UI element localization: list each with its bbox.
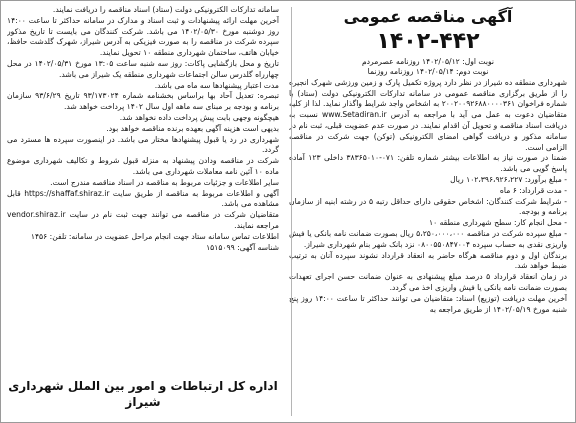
publication-date-second: نوبت دوم: ۱۴۰۲/۰۵/۱۴ روزنامه روزنما (367, 67, 489, 77)
notice-paragraph: مدت اعتبار پیشنهادها سه ماه می باشد. (154, 80, 279, 90)
notice-paragraph: آگهی و اطلاعات مربوط به مناقصه از طریق سایت https://shaffaf.shiraz.ir قابل مشاهده می باشد. (7, 188, 279, 209)
notice-paragraph: متقاضیان شرکت در مناقصه می توانند جهت ثبت نام در سایت vendor.shiraz.ir مراجعه نمایند. (7, 210, 279, 230)
notice-paragraph: سایر اطلاعات و جزئیات مربوط به مناقصه در اسناد مناقصه مندرج است. (50, 177, 279, 187)
publication-date-first: نوبت اول: ۱۴۰۲/۰۵/۱۲ روزنامه عصرمردم (361, 57, 495, 66)
notice-paragraph: - مبلغ برآورد: ۱۰۲،۳۹۶،۹۲۶،۲۲۷ ریال (450, 174, 567, 184)
notice-number: ۱۴۰۲-۴۴۲ (376, 29, 480, 54)
left-column (7, 5, 279, 418)
notice-paragraph: - شرایط شرکت کنندگان: اشخاص حقوقی دارای حداقل رتبه ۵ در رشته ابنیه از سازمان برنامه و بودجه. (289, 196, 567, 217)
notice-paragraph: تاریخ و محل بازگشایی پاکات: روز سه شنبه ساعت ۱۳:۰۵ مورخ ۱۴۰۲/۰۵/۳۱ در محل چهارراه گلدرس سالن اجتماعات شهرداری منطقه یک شیراز می باشد. (7, 58, 279, 79)
notice-paragraph: شهرداری منطقه ده شیراز در نظر دارد پروژه تکمیل پارک و زمین ورزشی شهرک انجیره را از طریق برگزاری مناقصه عمومی در سامانه تدارکات الکترونیکی دولت (ستاد) با شماره فراخوان ۲۰۰۲۰۰۹۲۶۸۸۰۰۰۰۳۶۱ به اشخاص واجد شرایط واگذار نماید. لذا از کلیه متقاضیان دعوت به عمل می آید با مراجعه به آدرس www.Setadiran.ir نسبت به دریافت اسناد مناقصه و تحویل آن اقدام نمایند. در صورت عدم عضویت قبلی، ثبت نام در سامانه مذکور و دریافت گواهی امضای الکترونیکی (توکن) جهت شرکت در مناقصه الزامی است. (289, 77, 567, 152)
notice-paragraph: بدیهی است هزینه آگهی بعهده برنده مناقصه خواهد بود. (106, 123, 279, 133)
notice-paragraph: - مدت قرارداد: ۶ ماه (499, 185, 567, 195)
notice-paragraph: آخرین مهلت دریافت (توزیع) اسناد: متقاضیان می توانند حداکثر تا ساعت ۱۴:۰۰ روز پنج شنبه مورخ ۱۴۰۲/۰۵/۱۹ از طریق مراجعه به (289, 293, 567, 314)
notice-paragraph: ضمنا در صورت نیاز به اطلاعات بیشتر شماره تلفن: ۰۷۱-۳۸۳۶۵۰۱۰ داخلی ۱۲۳ آماده پاسخ گویی می باشد. (289, 153, 567, 174)
notice-paragraph: در زمان انعقاد قرارداد ۵ درصد مبلغ پیشنهادی به عنوان ضمانت حسن اجرای تعهدات بصورت ضمانت نامه بانکی یا فیش واریزی اخذ می گردد. (289, 272, 567, 292)
notice-paragraph: شناسه آگهی: ۱۵۱۵۰۹۹ (206, 242, 279, 252)
notice-paragraph: - مبلغ سپرده شرکت در مناقصه ۵،۲۵۰،۰۰۰،۰۰۰ ریال بصورت ضمانت نامه بانکی یا فیش واریزی نقدی به حساب سپرده ۰۸۰۰۵۵۰۸۴۷۰۰۴ نزد بانک شهر بنام شهرداری شیراز. (289, 228, 567, 249)
notice-paragraph: شرکت در مناقصه ودادن پیشنهاد به منزله قبول شروط و تکالیف شهرداری موضوع ماده ۱۰ آئین نامه معاملات شهرداری می باشد. (7, 156, 279, 176)
notice-paragraph: آخرین مهلت ارائه پیشنهادات و ثبت اسناد و مدارک در سامانه حداکثر تا ساعت ۱۴:۰۰ روز دوشنبه مورخ ۱۴۰۲/۰۵/۳۰ می باشد. شرکت کنندگان می بایست تا تاریخ مذکور سپرده شرکت در مناقصه را به صورت فیزیکی به آدرس شیراز، شهرک گلدشت حافظ، خیابان هاتف، ساختمان شهرداری منطقه ۱۰ تحویل نمایند. (7, 15, 279, 58)
right-column (289, 5, 567, 418)
notice-paragraph: شهرداری در رد یا قبول پیشنهادها مختار می باشد. در اینصورت سپرده ها مسترد می گردد. (7, 134, 279, 155)
left-column-body (7, 5, 279, 378)
notice-paragraph: سامانه تدارکات الکترونیکی دولت (ستاد) اسناد مناقصه را دریافت نمایند. (52, 5, 279, 14)
issuer-signature: اداره کل ارتباطات و امور بین الملل شهرداری شیراز (8, 379, 278, 409)
notice-paragraph: هیچگونه وجهی بابت پیش پرداخت داده نخواهد شد. (119, 112, 279, 122)
notice-paragraph: برندگان اول و دوم مناقصه هرگاه حاضر به انعقاد قرارداد نشوند سپرده آنان به ترتیب ضبط خواهد شد. (289, 250, 567, 271)
column-divider (291, 7, 292, 416)
notice-paragraph: تبصره: تعدیل آحاد بها براساس بخشنامه شماره ۹۳/۱۷۳۰۲۴ تاریخ ۹۳/۶/۲۹ سازمان برنامه و بودجه بر مبنای سه ماهه اول سال ۱۴۰۲ پرداخت خواهد شد. (7, 91, 279, 112)
notice-paragraph: اطلاعات تماس سامانه ستاد جهت انجام مراحل عضویت در سامانه: تلفن: ۱۴۵۶ (30, 231, 279, 241)
notice-title: آگهی مناقصه عمومی (343, 7, 513, 26)
notice-paragraph: - محل انجام کار: سطح شهرداری منطقه ۱۰ (429, 218, 567, 228)
right-column-body (289, 78, 567, 316)
